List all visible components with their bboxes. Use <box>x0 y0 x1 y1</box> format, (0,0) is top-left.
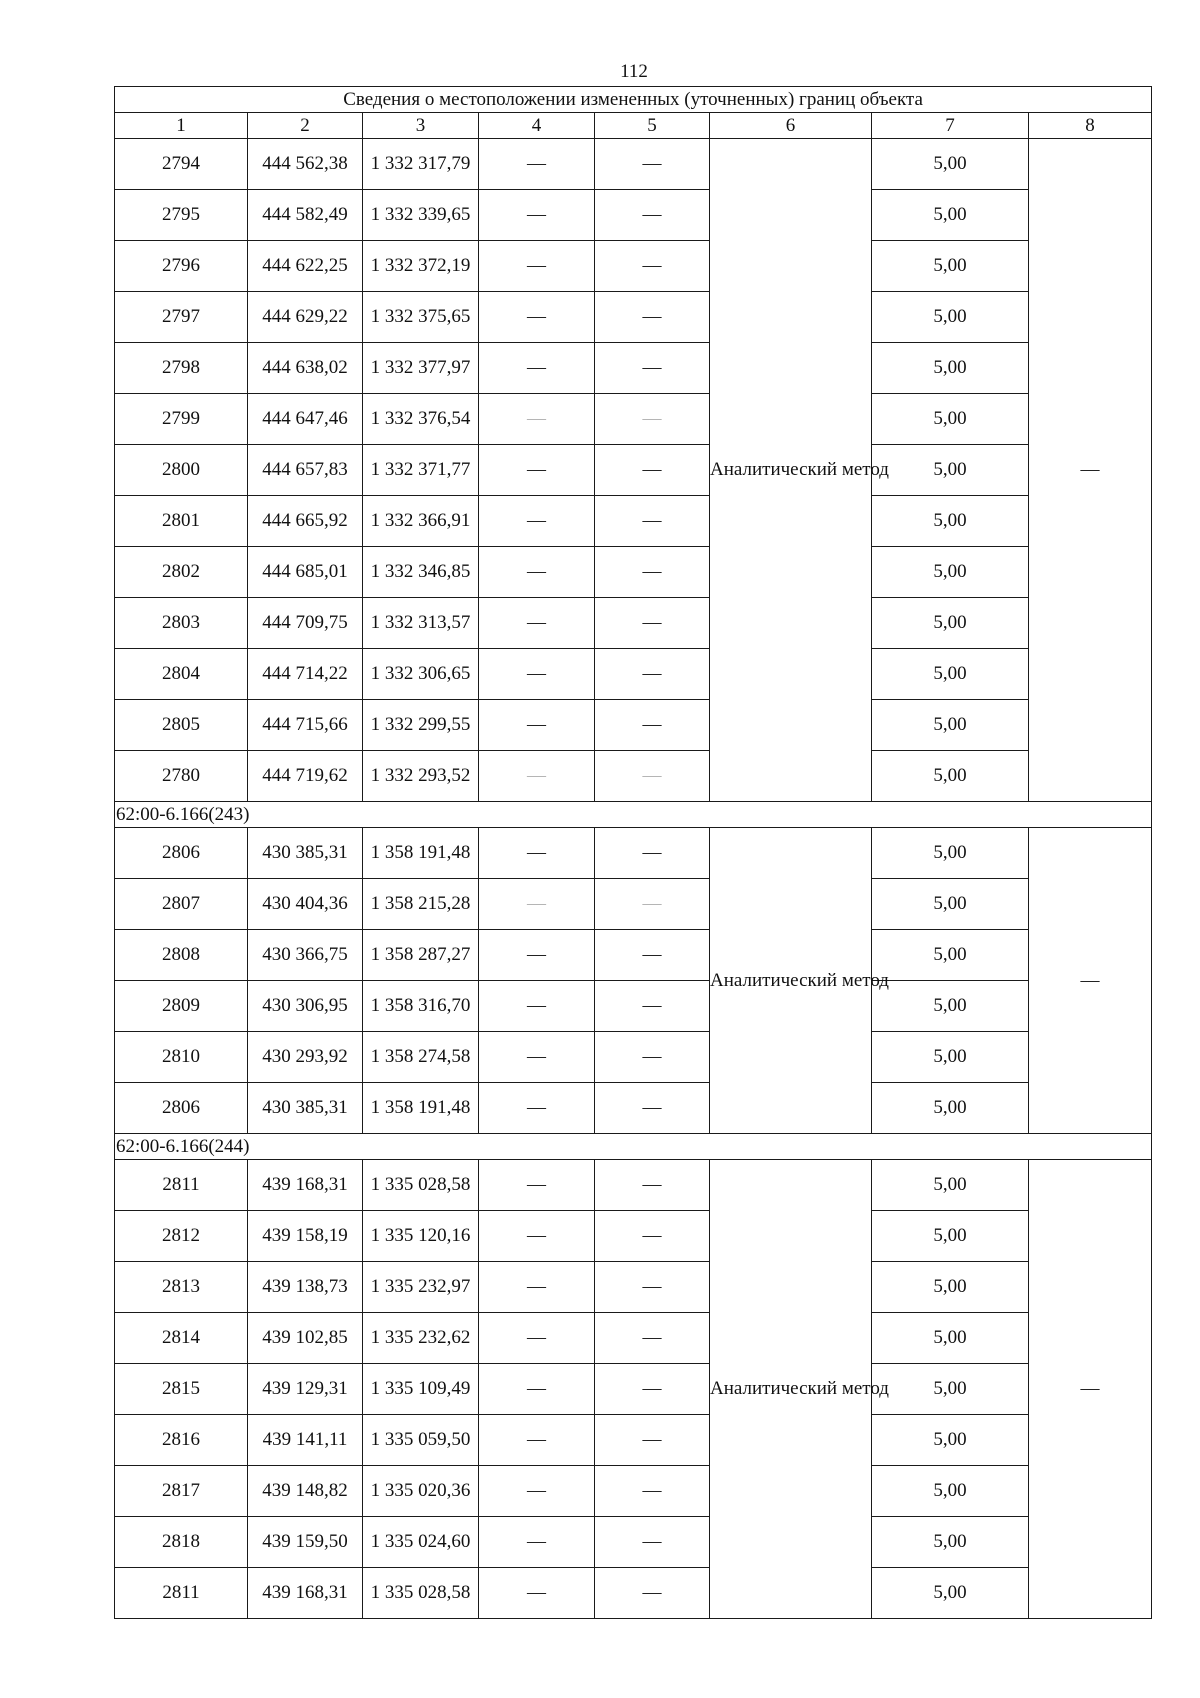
column-5-cell: — <box>595 700 710 751</box>
table-row <box>115 1083 1152 1134</box>
x-coordinate-cell: 430 366,75 <box>248 930 363 981</box>
column-7-cell: 5,00 <box>872 1415 1029 1466</box>
x-coordinate-cell: 439 141,11 <box>248 1415 363 1466</box>
column-5-cell: — <box>595 394 710 445</box>
y-coordinate-cell: 1 335 120,16 <box>363 1211 479 1262</box>
column-4-cell: — <box>479 1262 595 1313</box>
y-coordinate-cell: 1 332 372,19 <box>363 241 479 292</box>
column-4-cell: — <box>479 1083 595 1134</box>
column-number: 6 <box>710 113 872 139</box>
point-number-cell: 2811 <box>115 1160 248 1211</box>
x-coordinate-cell: 444 562,38 <box>248 139 363 190</box>
table-row <box>115 598 1152 649</box>
column-4-cell: — <box>479 828 595 879</box>
x-coordinate-cell: 439 168,31 <box>248 1160 363 1211</box>
column-4-cell: — <box>479 496 595 547</box>
column-7-cell: 5,00 <box>872 343 1029 394</box>
table-row <box>115 700 1152 751</box>
x-coordinate-cell: 444 714,22 <box>248 649 363 700</box>
column-7-cell: 5,00 <box>872 394 1029 445</box>
point-number-cell: 2798 <box>115 343 248 394</box>
column-4-cell: — <box>479 1568 595 1619</box>
x-coordinate-cell: 444 647,46 <box>248 394 363 445</box>
table-row <box>115 930 1152 981</box>
column-7-cell: 5,00 <box>872 828 1029 879</box>
column-4-cell: — <box>479 700 595 751</box>
page-number: 112 <box>620 61 648 82</box>
column-5-cell: — <box>595 1364 710 1415</box>
column-7-cell: 5,00 <box>872 1032 1029 1083</box>
method-cell: Аналитический метод <box>710 139 872 802</box>
column-4-cell: — <box>479 981 595 1032</box>
column-8-cell: — <box>1029 828 1152 1134</box>
column-number: 3 <box>363 113 479 139</box>
column-4-cell: — <box>479 343 595 394</box>
column-4-cell: — <box>479 139 595 190</box>
table-row <box>115 547 1152 598</box>
x-coordinate-cell: 444 709,75 <box>248 598 363 649</box>
table-row <box>115 1568 1152 1619</box>
table-body <box>115 139 1152 1619</box>
column-5-cell: — <box>595 1466 710 1517</box>
table-row <box>115 1160 1152 1211</box>
column-7-cell: 5,00 <box>872 1568 1029 1619</box>
y-coordinate-cell: 1 332 375,65 <box>363 292 479 343</box>
x-coordinate-cell: 444 582,49 <box>248 190 363 241</box>
y-coordinate-cell: 1 335 020,36 <box>363 1466 479 1517</box>
x-coordinate-cell: 444 715,66 <box>248 700 363 751</box>
column-5-cell: — <box>595 1160 710 1211</box>
x-coordinate-cell: 439 159,50 <box>248 1517 363 1568</box>
x-coordinate-cell: 439 138,73 <box>248 1262 363 1313</box>
table-row <box>115 1364 1152 1415</box>
column-5-cell: — <box>595 1313 710 1364</box>
column-4-cell: — <box>479 930 595 981</box>
table-row <box>115 139 1152 190</box>
column-5-cell: — <box>595 879 710 930</box>
column-4-cell: — <box>479 1032 595 1083</box>
x-coordinate-cell: 444 719,62 <box>248 751 363 802</box>
point-number-cell: 2795 <box>115 190 248 241</box>
point-number-cell: 2810 <box>115 1032 248 1083</box>
column-8-cell: — <box>1029 139 1152 802</box>
x-coordinate-cell: 444 665,92 <box>248 496 363 547</box>
point-number-cell: 2818 <box>115 1517 248 1568</box>
table-row <box>115 496 1152 547</box>
y-coordinate-cell: 1 335 028,58 <box>363 1160 479 1211</box>
column-5-cell: — <box>595 1083 710 1134</box>
point-number-cell: 2813 <box>115 1262 248 1313</box>
y-coordinate-cell: 1 332 376,54 <box>363 394 479 445</box>
column-7-cell: 5,00 <box>872 700 1029 751</box>
column-4-cell: — <box>479 649 595 700</box>
column-7-cell: 5,00 <box>872 496 1029 547</box>
column-5-cell: — <box>595 139 710 190</box>
table-row <box>115 828 1152 879</box>
y-coordinate-cell: 1 332 377,97 <box>363 343 479 394</box>
table-row <box>115 1517 1152 1568</box>
boundary-coordinates-table <box>114 86 1152 1619</box>
y-coordinate-cell: 1 335 028,58 <box>363 1568 479 1619</box>
point-number-cell: 2806 <box>115 1083 248 1134</box>
column-4-cell: — <box>479 1160 595 1211</box>
column-7-cell: 5,00 <box>872 292 1029 343</box>
column-7-cell: 5,00 <box>872 1517 1029 1568</box>
column-5-cell: — <box>595 649 710 700</box>
column-7-cell: 5,00 <box>872 1313 1029 1364</box>
x-coordinate-cell: 430 293,92 <box>248 1032 363 1083</box>
column-number: 8 <box>1029 113 1152 139</box>
column-number: 4 <box>479 113 595 139</box>
y-coordinate-cell: 1 335 232,97 <box>363 1262 479 1313</box>
y-coordinate-cell: 1 332 313,57 <box>363 598 479 649</box>
column-number: 1 <box>115 113 248 139</box>
table-row <box>115 751 1152 802</box>
section-label: 62:00-6.166(243) <box>115 802 1152 828</box>
method-cell: Аналитический метод <box>710 1160 872 1619</box>
point-number-cell: 2804 <box>115 649 248 700</box>
column-7-cell: 5,00 <box>872 547 1029 598</box>
x-coordinate-cell: 439 148,82 <box>248 1466 363 1517</box>
column-4-cell: — <box>479 1211 595 1262</box>
column-4-cell: — <box>479 190 595 241</box>
x-coordinate-cell: 430 404,36 <box>248 879 363 930</box>
column-7-cell: 5,00 <box>872 1466 1029 1517</box>
column-5-cell: — <box>595 1415 710 1466</box>
point-number-cell: 2806 <box>115 828 248 879</box>
column-5-cell: — <box>595 1211 710 1262</box>
column-4-cell: — <box>479 547 595 598</box>
x-coordinate-cell: 444 657,83 <box>248 445 363 496</box>
table-row <box>115 343 1152 394</box>
column-5-cell: — <box>595 828 710 879</box>
column-number: 2 <box>248 113 363 139</box>
y-coordinate-cell: 1 332 293,52 <box>363 751 479 802</box>
x-coordinate-cell: 430 306,95 <box>248 981 363 1032</box>
column-4-cell: — <box>479 1364 595 1415</box>
table-row <box>115 1262 1152 1313</box>
y-coordinate-cell: 1 332 371,77 <box>363 445 479 496</box>
point-number-cell: 2809 <box>115 981 248 1032</box>
column-7-cell: 5,00 <box>872 598 1029 649</box>
column-4-cell: — <box>479 1313 595 1364</box>
column-5-cell: — <box>595 547 710 598</box>
column-4-cell: — <box>479 598 595 649</box>
column-4-cell: — <box>479 1415 595 1466</box>
table-row <box>115 649 1152 700</box>
section-label: 62:00-6.166(244) <box>115 1134 1152 1160</box>
column-5-cell: — <box>595 598 710 649</box>
y-coordinate-cell: 1 335 059,50 <box>363 1415 479 1466</box>
table-title: Сведения о местоположении измененных (уточненных) границ объекта <box>115 87 1152 113</box>
y-coordinate-cell: 1 332 366,91 <box>363 496 479 547</box>
table-row <box>115 1032 1152 1083</box>
table-row <box>115 1313 1152 1364</box>
point-number-cell: 2808 <box>115 930 248 981</box>
column-number-row <box>115 113 1152 139</box>
point-number-cell: 2803 <box>115 598 248 649</box>
point-number-cell: 2805 <box>115 700 248 751</box>
x-coordinate-cell: 430 385,31 <box>248 828 363 879</box>
section-label-row <box>115 1134 1152 1160</box>
point-number-cell: 2794 <box>115 139 248 190</box>
point-number-cell: 2800 <box>115 445 248 496</box>
y-coordinate-cell: 1 335 232,62 <box>363 1313 479 1364</box>
column-4-cell: — <box>479 1466 595 1517</box>
x-coordinate-cell: 444 629,22 <box>248 292 363 343</box>
point-number-cell: 2799 <box>115 394 248 445</box>
column-5-cell: — <box>595 981 710 1032</box>
y-coordinate-cell: 1 332 346,85 <box>363 547 479 598</box>
column-7-cell: 5,00 <box>872 1160 1029 1211</box>
y-coordinate-cell: 1 332 306,65 <box>363 649 479 700</box>
table-row <box>115 190 1152 241</box>
column-7-cell: 5,00 <box>872 751 1029 802</box>
table-row <box>115 292 1152 343</box>
point-number-cell: 2815 <box>115 1364 248 1415</box>
table-row <box>115 394 1152 445</box>
y-coordinate-cell: 1 332 339,65 <box>363 190 479 241</box>
y-coordinate-cell: 1 358 215,28 <box>363 879 479 930</box>
column-5-cell: — <box>595 292 710 343</box>
column-5-cell: — <box>595 496 710 547</box>
column-7-cell: 5,00 <box>872 190 1029 241</box>
x-coordinate-cell: 444 622,25 <box>248 241 363 292</box>
point-number-cell: 2814 <box>115 1313 248 1364</box>
x-coordinate-cell: 439 158,19 <box>248 1211 363 1262</box>
column-4-cell: — <box>479 751 595 802</box>
y-coordinate-cell: 1 358 287,27 <box>363 930 479 981</box>
point-number-cell: 2797 <box>115 292 248 343</box>
point-number-cell: 2811 <box>115 1568 248 1619</box>
point-number-cell: 2780 <box>115 751 248 802</box>
column-4-cell: — <box>479 879 595 930</box>
column-5-cell: — <box>595 1262 710 1313</box>
column-5-cell: — <box>595 1568 710 1619</box>
column-4-cell: — <box>479 394 595 445</box>
column-7-cell: 5,00 <box>872 930 1029 981</box>
column-number: 7 <box>872 113 1029 139</box>
y-coordinate-cell: 1 335 109,49 <box>363 1364 479 1415</box>
column-7-cell: 5,00 <box>872 649 1029 700</box>
column-7-cell: 5,00 <box>872 981 1029 1032</box>
x-coordinate-cell: 444 638,02 <box>248 343 363 394</box>
column-5-cell: — <box>595 343 710 394</box>
column-5-cell: — <box>595 751 710 802</box>
y-coordinate-cell: 1 358 274,58 <box>363 1032 479 1083</box>
y-coordinate-cell: 1 332 317,79 <box>363 139 479 190</box>
y-coordinate-cell: 1 358 316,70 <box>363 981 479 1032</box>
column-5-cell: — <box>595 241 710 292</box>
column-7-cell: 5,00 <box>872 445 1029 496</box>
column-5-cell: — <box>595 1032 710 1083</box>
x-coordinate-cell: 439 102,85 <box>248 1313 363 1364</box>
method-cell: Аналитический метод <box>710 828 872 1134</box>
x-coordinate-cell: 444 685,01 <box>248 547 363 598</box>
point-number-cell: 2812 <box>115 1211 248 1262</box>
y-coordinate-cell: 1 358 191,48 <box>363 828 479 879</box>
point-number-cell: 2817 <box>115 1466 248 1517</box>
section-label-row <box>115 802 1152 828</box>
column-7-cell: 5,00 <box>872 1083 1029 1134</box>
point-number-cell: 2802 <box>115 547 248 598</box>
table-row <box>115 1415 1152 1466</box>
column-5-cell: — <box>595 930 710 981</box>
column-4-cell: — <box>479 241 595 292</box>
column-7-cell: 5,00 <box>872 1211 1029 1262</box>
table-row <box>115 241 1152 292</box>
y-coordinate-cell: 1 358 191,48 <box>363 1083 479 1134</box>
table-row <box>115 445 1152 496</box>
column-5-cell: — <box>595 445 710 496</box>
column-number: 5 <box>595 113 710 139</box>
point-number-cell: 2816 <box>115 1415 248 1466</box>
table-row <box>115 879 1152 930</box>
column-4-cell: — <box>479 445 595 496</box>
table-row <box>115 1466 1152 1517</box>
y-coordinate-cell: 1 332 299,55 <box>363 700 479 751</box>
y-coordinate-cell: 1 335 024,60 <box>363 1517 479 1568</box>
point-number-cell: 2807 <box>115 879 248 930</box>
x-coordinate-cell: 439 129,31 <box>248 1364 363 1415</box>
column-4-cell: — <box>479 1517 595 1568</box>
column-8-cell: — <box>1029 1160 1152 1619</box>
column-5-cell: — <box>595 1517 710 1568</box>
table-row <box>115 1211 1152 1262</box>
column-7-cell: 5,00 <box>872 879 1029 930</box>
x-coordinate-cell: 430 385,31 <box>248 1083 363 1134</box>
column-7-cell: 5,00 <box>872 1364 1029 1415</box>
column-5-cell: — <box>595 190 710 241</box>
column-7-cell: 5,00 <box>872 139 1029 190</box>
point-number-cell: 2796 <box>115 241 248 292</box>
x-coordinate-cell: 439 168,31 <box>248 1568 363 1619</box>
point-number-cell: 2801 <box>115 496 248 547</box>
column-4-cell: — <box>479 292 595 343</box>
column-7-cell: 5,00 <box>872 1262 1029 1313</box>
table-row <box>115 981 1152 1032</box>
column-7-cell: 5,00 <box>872 241 1029 292</box>
